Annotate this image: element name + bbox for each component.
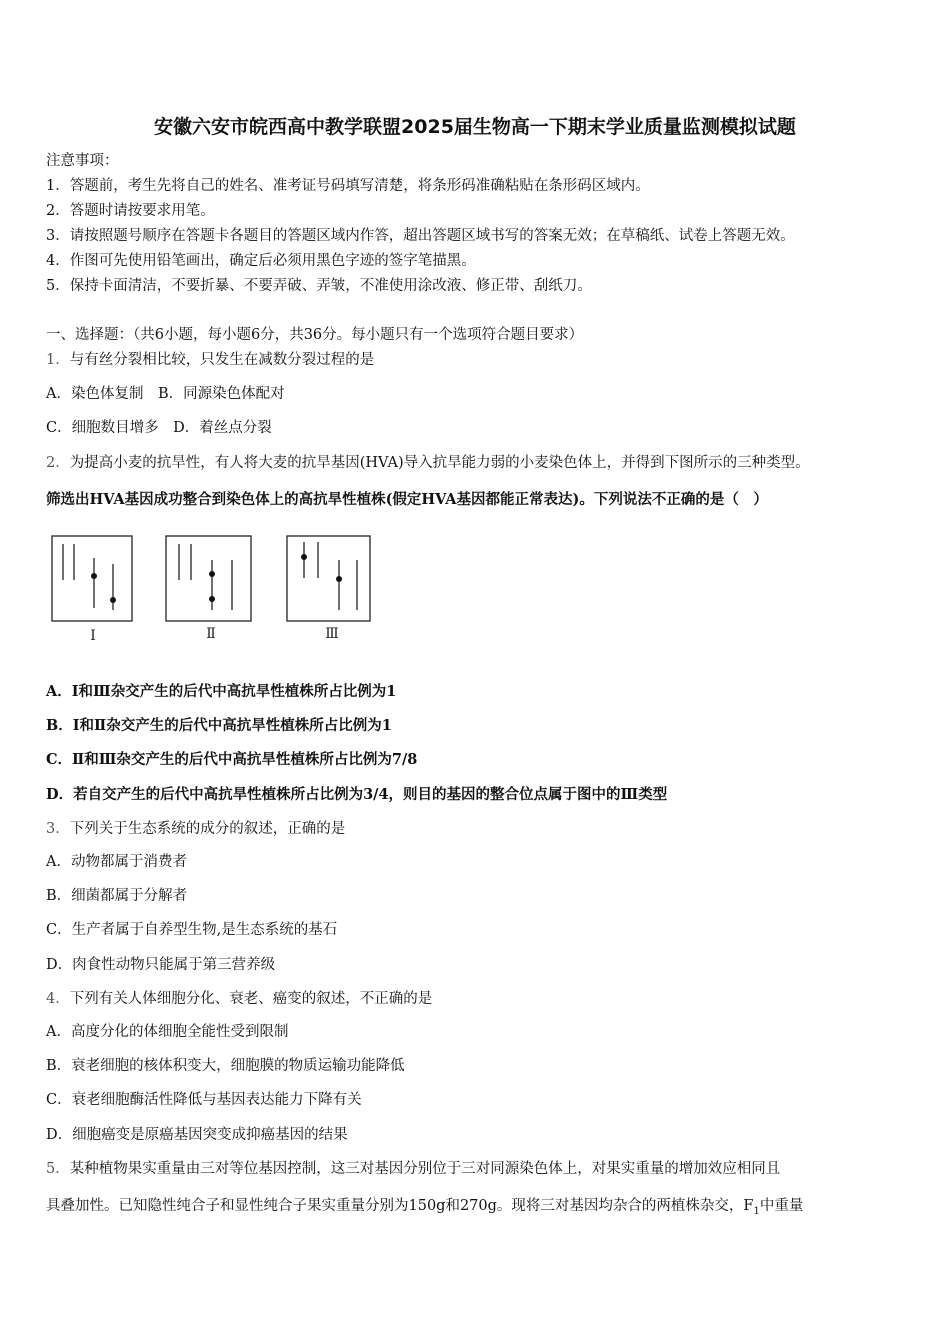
question-1-number: 1．: [46, 352, 70, 368]
question-3-stem: 下列关于生态系统的成分的叙述，正确的是: [69, 821, 346, 837]
question-2-option-b: B．I和Ⅱ杂交产生的后代中高抗旱性植株所占比例为1: [46, 717, 392, 734]
figure-label-2: Ⅱ: [206, 626, 216, 642]
notice-item-2: 2．答题时请按要求用笔。: [46, 203, 215, 219]
question-3-option-b: B．细菌都属于分解者: [46, 888, 188, 904]
notice-heading: 注意事项：: [46, 153, 119, 169]
hva-gene-dot-3b: [336, 576, 342, 582]
question-1-stem: 与有丝分裂相比较，只发生在减数分裂过程的是: [69, 352, 375, 368]
question-2-stem-2: 筛选出HVA基因成功整合到染色体上的高抗旱性植株(假定HVA基因都能正常表达)。下列说法不正确的是（ ）: [46, 491, 768, 508]
question-5: [46, 1159, 780, 1179]
question-4: [46, 989, 432, 1009]
hva-gene-dot-2a: [209, 571, 215, 577]
question-4-option-b: B．衰老细胞的核体积变大，细胞膜的物质运输功能降低: [46, 1058, 405, 1074]
notice-item-1: 1．答题前，考生先将自己的姓名、准考证号码填写清楚，将条形码准确粘贴在条形码区域内。: [46, 178, 650, 194]
notice-item-3: 3．请按照题号顺序在答题卡各题目的答题区域内作答，超出答题区域书写的答案无效；在草稿纸、试卷上答题无效。: [46, 228, 795, 244]
question-4-option-d: D．细胞癌变是原癌基因突变成抑癌基因的结果: [46, 1127, 348, 1143]
question-4-number: 4．: [46, 991, 70, 1007]
question-5-number: 5．: [46, 1161, 70, 1177]
question-5-stem-2-text: 具叠加性。已知隐性纯合子和显性纯合子果实重量分别为150g和270g。现将三对基因均杂合的两植株杂交，F: [46, 1198, 754, 1214]
section-heading: 一、选择题：（共6小题，每小题6分，共36分。每小题只有一个选项符合题目要求）: [46, 327, 584, 343]
figure-label-1: Ⅰ: [90, 628, 96, 644]
hva-gene-dot-2b: [209, 596, 215, 602]
page-title: 安徽六安市皖西高中教学联盟2025届生物高一下期末学业质量监测模拟试题: [154, 116, 796, 138]
question-2-stem-1: 为提高小麦的抗旱性，有人将大麦的抗旱基因(HVA)导入抗旱能力弱的小麦染色体上，并得到下图所示的三种类型。: [69, 455, 810, 471]
question-2-option-c: C．Ⅱ和Ⅲ杂交产生的后代中高抗旱性植株所占比例为7/8: [46, 751, 418, 768]
question-1: [46, 350, 374, 370]
question-2: [46, 453, 810, 473]
question-4-option-c: C．衰老细胞酶活性降低与基因表达能力下降有关: [46, 1092, 362, 1108]
question-4-stem: 下列有关人体细胞分化、衰老、癌变的叙述，不正确的是: [69, 991, 433, 1007]
question-3-option-d: D．肉食性动物只能属于第三营养级: [46, 957, 276, 973]
question-2-number: 2．: [46, 455, 70, 471]
question-2-option-a: A．I和Ⅲ杂交产生的后代中高抗旱性植株所占比例为1: [46, 683, 397, 700]
question-3: [46, 819, 345, 839]
chromosome-figure: [46, 530, 376, 650]
hva-gene-dot-3a: [301, 554, 307, 560]
notice-item-4: 4．作图可先使用铅笔画出，确定后必须用黑色字迹的签字笔描黑。: [46, 253, 476, 269]
hva-gene-dot-1b: [110, 597, 116, 603]
question-5-stem-2: [46, 1196, 803, 1222]
question-3-number: 3．: [46, 821, 70, 837]
figure-label-3: Ⅲ: [325, 626, 339, 642]
question-4-option-a: A．高度分化的体细胞全能性受到限制: [46, 1024, 289, 1040]
question-3-option-a: A．动物都属于消费者: [46, 854, 187, 870]
question-5-stem-1: 某种植物果实重量由三对等位基因控制，这三对基因分别位于三对同源染色体上，对果实重量的增加效应相同且: [69, 1161, 781, 1177]
question-5-stem-2-tail: 中重量: [759, 1198, 804, 1214]
question-3-option-c: C．生产者属于自养型生物,是生态系统的基石: [46, 922, 338, 938]
question-2-option-d: D．若自交产生的后代中高抗旱性植株所占比例为3/4，则目的基因的整合位点属于图中的Ⅲ类型: [46, 786, 668, 803]
question-1-options-cd: C．细胞数目增多 D．着丝点分裂: [46, 420, 272, 436]
hva-gene-dot-1a: [91, 573, 97, 579]
notice-item-5: 5．保持卡面清洁，不要折暴、不要弄破、弄皱，不准使用涂改液、修正带、刮纸刀。: [46, 278, 592, 294]
question-1-options-ab: A．染色体复制 B．同源染色体配对: [46, 386, 285, 402]
cell-box-1: [52, 536, 132, 621]
question-5-subscript: 1: [753, 1205, 760, 1217]
